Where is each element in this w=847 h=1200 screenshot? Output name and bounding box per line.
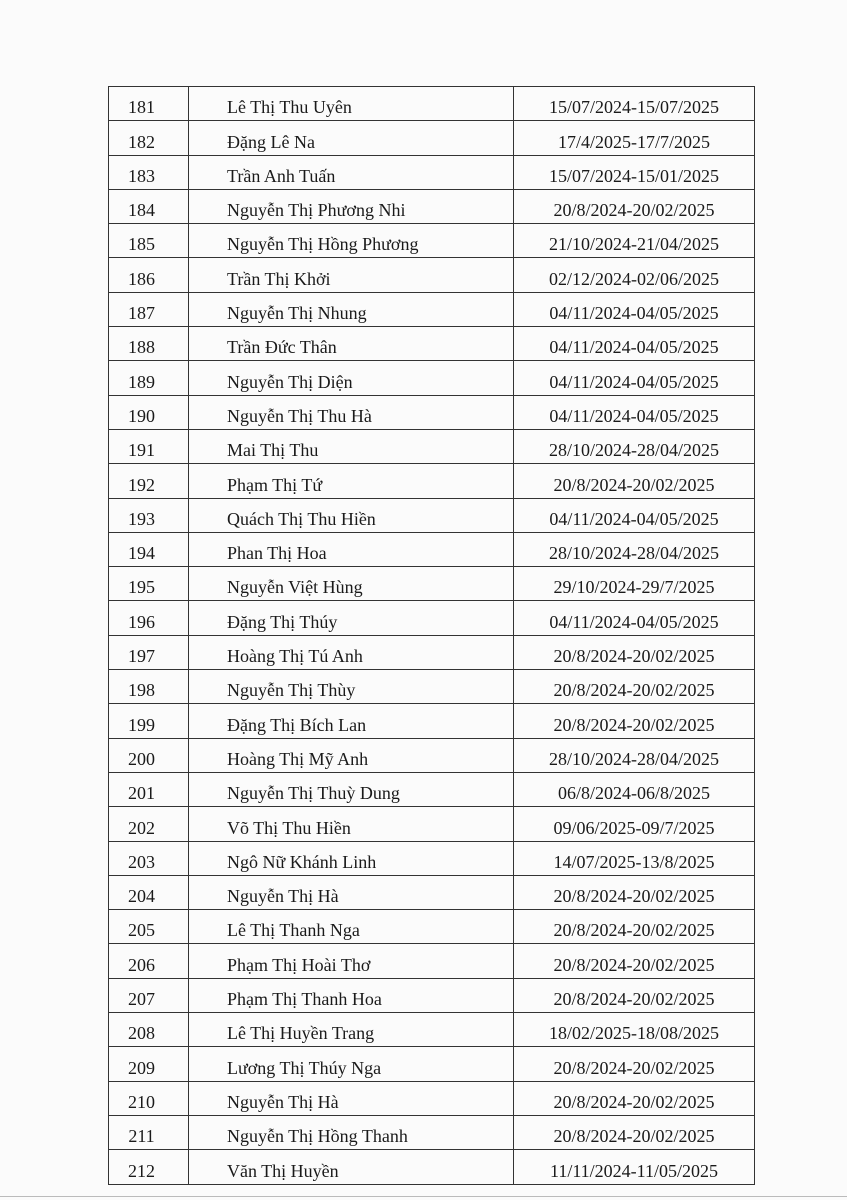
page-edge-divider [0, 1196, 847, 1197]
date-range: 04/11/2024-04/05/2025 [514, 601, 755, 635]
person-name: Nguyễn Thị Hồng Thanh [189, 1115, 514, 1149]
row-number: 196 [109, 601, 189, 635]
person-name: Nguyễn Thị Thuỳ Dung [189, 772, 514, 806]
table-row [109, 361, 755, 395]
person-name: Nguyễn Việt Hùng [189, 567, 514, 601]
date-range: 20/8/2024-20/02/2025 [514, 978, 755, 1012]
date-range: 28/10/2024-28/04/2025 [514, 532, 755, 566]
date-range: 18/02/2025-18/08/2025 [514, 1013, 755, 1047]
table-row [109, 704, 755, 738]
row-number: 188 [109, 327, 189, 361]
table-row [109, 567, 755, 601]
row-number: 199 [109, 704, 189, 738]
table-row [109, 1081, 755, 1115]
table-row [109, 87, 755, 121]
row-number: 209 [109, 1047, 189, 1081]
date-range: 21/10/2024-21/04/2025 [514, 224, 755, 258]
person-name: Lương Thị Thúy Nga [189, 1047, 514, 1081]
table-row [109, 1013, 755, 1047]
date-range: 11/11/2024-11/05/2025 [514, 1150, 755, 1184]
row-number: 186 [109, 258, 189, 292]
row-number: 185 [109, 224, 189, 258]
row-number: 182 [109, 121, 189, 155]
row-number: 192 [109, 464, 189, 498]
table-row [109, 464, 755, 498]
person-name: Hoàng Thị Mỹ Anh [189, 738, 514, 772]
table-row [109, 292, 755, 326]
row-number: 183 [109, 155, 189, 189]
person-name: Trần Đức Thân [189, 327, 514, 361]
date-range: 17/4/2025-17/7/2025 [514, 121, 755, 155]
person-name: Nguyễn Thị Phương Nhi [189, 189, 514, 223]
table-row [109, 327, 755, 361]
row-number: 190 [109, 395, 189, 429]
table-row [109, 1047, 755, 1081]
row-number: 197 [109, 635, 189, 669]
table-row [109, 155, 755, 189]
date-range: 20/8/2024-20/02/2025 [514, 635, 755, 669]
row-number: 210 [109, 1081, 189, 1115]
row-number: 194 [109, 532, 189, 566]
table-row [109, 635, 755, 669]
date-range: 20/8/2024-20/02/2025 [514, 910, 755, 944]
date-range: 15/07/2024-15/01/2025 [514, 155, 755, 189]
row-number: 206 [109, 944, 189, 978]
row-number: 202 [109, 807, 189, 841]
row-number: 189 [109, 361, 189, 395]
person-name: Ngô Nữ Khánh Linh [189, 841, 514, 875]
person-name: Nguyễn Thị Hà [189, 875, 514, 909]
date-range: 04/11/2024-04/05/2025 [514, 498, 755, 532]
person-name: Nguyễn Thị Thu Hà [189, 395, 514, 429]
date-range: 20/8/2024-20/02/2025 [514, 464, 755, 498]
row-number: 191 [109, 429, 189, 463]
date-range: 09/06/2025-09/7/2025 [514, 807, 755, 841]
person-name: Đặng Thị Bích Lan [189, 704, 514, 738]
table-row [109, 189, 755, 223]
row-number: 203 [109, 841, 189, 875]
table-row [109, 944, 755, 978]
date-range: 04/11/2024-04/05/2025 [514, 327, 755, 361]
date-range: 06/8/2024-06/8/2025 [514, 772, 755, 806]
table-row [109, 1150, 755, 1184]
date-range: 28/10/2024-28/04/2025 [514, 738, 755, 772]
date-range: 20/8/2024-20/02/2025 [514, 1047, 755, 1081]
date-range: 20/8/2024-20/02/2025 [514, 670, 755, 704]
row-number: 195 [109, 567, 189, 601]
date-range: 04/11/2024-04/05/2025 [514, 395, 755, 429]
row-number: 201 [109, 772, 189, 806]
person-name: Lê Thị Huyền Trang [189, 1013, 514, 1047]
row-number: 212 [109, 1150, 189, 1184]
person-name: Đặng Lê Na [189, 121, 514, 155]
person-name: Lê Thị Thanh Nga [189, 910, 514, 944]
date-range: 20/8/2024-20/02/2025 [514, 1115, 755, 1149]
table-row [109, 121, 755, 155]
person-name: Phan Thị Hoa [189, 532, 514, 566]
table-row [109, 258, 755, 292]
person-name: Quách Thị Thu Hiền [189, 498, 514, 532]
row-number: 208 [109, 1013, 189, 1047]
date-range: 20/8/2024-20/02/2025 [514, 875, 755, 909]
person-name: Trần Anh Tuấn [189, 155, 514, 189]
table-row [109, 875, 755, 909]
table-row [109, 978, 755, 1012]
table-row [109, 841, 755, 875]
table-row [109, 772, 755, 806]
person-name: Văn Thị Huyền [189, 1150, 514, 1184]
person-name: Phạm Thị Thanh Hoa [189, 978, 514, 1012]
person-name: Nguyễn Thị Hồng Phương [189, 224, 514, 258]
person-name: Nguyễn Thị Diện [189, 361, 514, 395]
table-row [109, 429, 755, 463]
date-range: 14/07/2025-13/8/2025 [514, 841, 755, 875]
row-number: 200 [109, 738, 189, 772]
row-number: 205 [109, 910, 189, 944]
date-range: 02/12/2024-02/06/2025 [514, 258, 755, 292]
staff-table [108, 86, 755, 1185]
person-name: Phạm Thị Tứ [189, 464, 514, 498]
row-number: 181 [109, 87, 189, 121]
date-range: 04/11/2024-04/05/2025 [514, 361, 755, 395]
person-name: Trần Thị Khởi [189, 258, 514, 292]
row-number: 204 [109, 875, 189, 909]
table-body [109, 87, 755, 1185]
row-number: 211 [109, 1115, 189, 1149]
row-number: 187 [109, 292, 189, 326]
person-name: Nguyễn Thị Thùy [189, 670, 514, 704]
row-number: 193 [109, 498, 189, 532]
person-name: Phạm Thị Hoài Thơ [189, 944, 514, 978]
date-range: 20/8/2024-20/02/2025 [514, 704, 755, 738]
person-name: Nguyễn Thị Nhung [189, 292, 514, 326]
row-number: 207 [109, 978, 189, 1012]
person-name: Nguyễn Thị Hà [189, 1081, 514, 1115]
person-name: Võ Thị Thu Hiền [189, 807, 514, 841]
date-range: 20/8/2024-20/02/2025 [514, 944, 755, 978]
date-range: 28/10/2024-28/04/2025 [514, 429, 755, 463]
table-row [109, 532, 755, 566]
table-row [109, 224, 755, 258]
table-row [109, 738, 755, 772]
table-row [109, 498, 755, 532]
row-number: 198 [109, 670, 189, 704]
date-range: 20/8/2024-20/02/2025 [514, 189, 755, 223]
person-name: Đặng Thị Thúy [189, 601, 514, 635]
table-row [109, 601, 755, 635]
table-row [109, 807, 755, 841]
person-name: Mai Thị Thu [189, 429, 514, 463]
date-range: 04/11/2024-04/05/2025 [514, 292, 755, 326]
row-number: 184 [109, 189, 189, 223]
person-name: Hoàng Thị Tú Anh [189, 635, 514, 669]
table-row [109, 1115, 755, 1149]
table-row [109, 670, 755, 704]
date-range: 15/07/2024-15/07/2025 [514, 87, 755, 121]
date-range: 20/8/2024-20/02/2025 [514, 1081, 755, 1115]
table-row [109, 910, 755, 944]
table-row [109, 395, 755, 429]
date-range: 29/10/2024-29/7/2025 [514, 567, 755, 601]
person-name: Lê Thị Thu Uyên [189, 87, 514, 121]
